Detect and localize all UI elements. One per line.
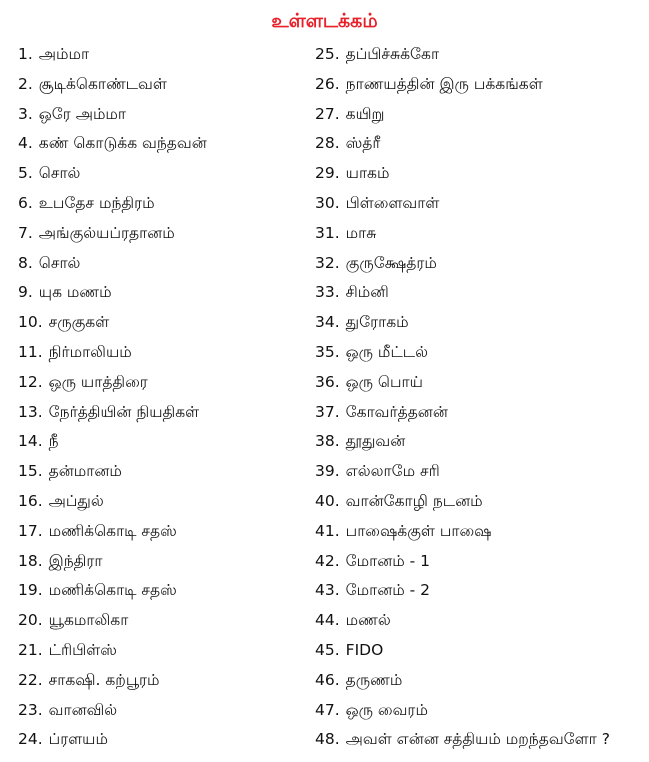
contents-entry[interactable] (315, 219, 645, 249)
entry-title: சொல் (38, 164, 81, 183)
entry-title: ஒரு மீட்டல் (345, 342, 428, 361)
entry-number: 12. (18, 372, 43, 391)
contents-entry[interactable] (315, 398, 645, 428)
entry-number: 47. (315, 700, 340, 719)
entry-number: 1. (18, 45, 33, 63)
entry-title: சாகஷி. கற்பூரம் (48, 670, 160, 689)
contents-entry[interactable] (315, 338, 645, 368)
contents-entry[interactable] (18, 129, 308, 159)
contents-entry[interactable] (315, 457, 645, 487)
entry-number: 22. (18, 670, 43, 689)
entry-title: யுக மணம் (38, 283, 112, 302)
entry-title: சொல் (38, 253, 81, 272)
contents-entry[interactable] (315, 576, 645, 606)
entry-title: ஒரு வைரம் (345, 700, 428, 719)
entry-number: 34. (315, 313, 340, 332)
entry-title: மோனம் - 2 (345, 581, 431, 600)
entry-title: தன்மானம் (48, 462, 122, 481)
entry-number: 6. (18, 193, 33, 212)
page-title: உள்ளடக்கம் (271, 10, 378, 32)
entry-number: 32. (315, 253, 340, 272)
contents-entry[interactable] (18, 547, 308, 577)
entry-title: அம்மா (38, 45, 90, 63)
contents-entry[interactable] (315, 159, 645, 189)
entry-title: சூடிக்கொண்டவள் (38, 74, 167, 93)
entry-number: 36. (315, 372, 340, 391)
contents-list-right (315, 40, 645, 755)
contents-entry[interactable] (315, 100, 645, 130)
entry-title: தப்பிச்சுக்கோ (345, 45, 440, 63)
contents-entry[interactable] (18, 368, 308, 398)
contents-entry[interactable] (18, 308, 308, 338)
entry-number: 2. (18, 74, 33, 93)
entry-title: யாகம் (345, 164, 390, 183)
contents-entry[interactable] (18, 517, 308, 547)
entry-title: மாசு (345, 223, 377, 242)
entry-number: 14. (18, 432, 43, 451)
contents-entry[interactable] (18, 338, 308, 368)
entry-title: மணிக்கொடி சதஸ் (48, 581, 177, 600)
entry-number: 26. (315, 74, 340, 93)
entry-number: 16. (18, 491, 43, 510)
entry-title: ட்ரிபிள்ஸ் (48, 640, 117, 659)
entry-title: ஒரு பொய் (345, 372, 423, 391)
entry-title: வான்கோழி நடனம் (345, 491, 483, 510)
contents-entry[interactable] (315, 427, 645, 457)
contents-entry[interactable] (18, 40, 308, 70)
entry-number: 3. (18, 104, 33, 123)
contents-entry[interactable] (18, 457, 308, 487)
contents-entry[interactable] (315, 666, 645, 696)
entry-number: 29. (315, 164, 340, 183)
entry-title: கோவர்த்தனன் (345, 402, 448, 421)
entry-number: 5. (18, 164, 33, 183)
entry-title: நீ (48, 432, 59, 451)
contents-entry[interactable] (18, 278, 308, 308)
contents-entry[interactable] (18, 219, 308, 249)
entry-number: 19. (18, 581, 43, 600)
contents-entry[interactable] (18, 696, 308, 726)
entry-title: கண் கொடுக்க வந்தவன் (38, 134, 207, 153)
contents-entry[interactable] (18, 666, 308, 696)
contents-entry[interactable] (315, 696, 645, 726)
contents-entry[interactable] (315, 129, 645, 159)
entry-title: குருக்ஷேத்ரம் (345, 253, 437, 272)
entry-number: 20. (18, 611, 43, 630)
entry-number: 42. (315, 551, 340, 570)
contents-entry[interactable] (18, 636, 308, 666)
entry-number: 7. (18, 223, 33, 242)
contents-entry[interactable] (315, 308, 645, 338)
entry-title: ஒரு யாத்திரை (48, 372, 148, 391)
entry-title: ஒரே அம்மா (38, 104, 126, 123)
entry-title: அவள் என்ன சத்தியம் மறந்தவளோ ? (345, 730, 610, 749)
entry-title: இந்திரா (48, 551, 103, 570)
entry-number: 41. (315, 521, 340, 540)
entry-title: ஸ்த்ரீ (345, 134, 381, 153)
entry-number: 25. (315, 45, 340, 63)
entry-number: 35. (315, 342, 340, 361)
entry-title: மணல் (345, 611, 391, 630)
contents-entry[interactable] (315, 40, 645, 70)
entry-number: 38. (315, 432, 340, 451)
contents-entry[interactable] (315, 606, 645, 636)
entry-number: 8. (18, 253, 33, 272)
contents-entry[interactable] (18, 249, 308, 279)
contents-entry[interactable] (315, 70, 645, 100)
entry-number: 27. (315, 104, 340, 123)
contents-entry[interactable] (315, 278, 645, 308)
entry-title: வானவில் (48, 700, 118, 719)
contents-entry[interactable] (18, 725, 308, 755)
entry-title: மோனம் - 1 (345, 551, 431, 570)
entry-title: நாணயத்தின் இரு பக்கங்கள் (345, 74, 543, 93)
contents-entry[interactable] (18, 159, 308, 189)
entry-number: 31. (315, 223, 340, 242)
entry-number: 44. (315, 611, 340, 630)
entry-title: தூதுவன் (345, 432, 406, 451)
entry-title: சிம்னி (345, 283, 389, 302)
entry-title: கயிறு (345, 104, 385, 123)
entry-number: 4. (18, 134, 33, 153)
contents-entry[interactable] (18, 606, 308, 636)
entry-number: 28. (315, 134, 340, 153)
contents-entry[interactable] (315, 547, 645, 577)
entry-number: 45. (315, 640, 340, 659)
contents-list-left (18, 40, 308, 755)
contents-entry[interactable] (18, 576, 308, 606)
contents-entry[interactable] (18, 398, 308, 428)
entry-number: 24. (18, 730, 43, 749)
entry-number: 18. (18, 551, 43, 570)
entry-number: 43. (315, 581, 340, 600)
entry-title: அப்துல் (48, 491, 104, 510)
entry-number: 37. (315, 402, 340, 421)
entry-title: உபதேச மந்திரம் (38, 193, 155, 212)
entry-title: அங்குல்யப்ரதானம் (38, 223, 175, 242)
entry-title: FIDO (345, 640, 384, 659)
entry-title: மணிக்கொடி சதஸ் (48, 521, 177, 540)
entry-number: 33. (315, 283, 340, 302)
entry-number: 46. (315, 670, 340, 689)
entry-number: 13. (18, 402, 43, 421)
contents-entry[interactable] (18, 189, 308, 219)
contents-entry[interactable] (18, 487, 308, 517)
entry-title: யூகமாலிகா (48, 611, 129, 630)
contents-entry[interactable] (315, 487, 645, 517)
entry-title: பாஷைக்குள் பாஷை (345, 521, 492, 540)
entry-title: ப்ரளயம் (48, 730, 108, 749)
contents-entry[interactable] (18, 100, 308, 130)
entry-number: 39. (315, 462, 340, 481)
contents-entry[interactable] (315, 725, 645, 755)
contents-entry[interactable] (315, 189, 645, 219)
entry-title: நிர்மாலியம் (48, 342, 132, 361)
entry-title: பிள்ளைவாள் (345, 193, 440, 212)
entry-number: 15. (18, 462, 43, 481)
contents-entry[interactable] (18, 70, 308, 100)
entry-number: 23. (18, 700, 43, 719)
entry-title: சருகுகள் (48, 313, 110, 332)
entry-title: துரோகம் (345, 313, 409, 332)
contents-entry[interactable] (315, 517, 645, 547)
entry-title: எல்லாமே சரி (345, 462, 440, 481)
contents-entry[interactable] (18, 427, 308, 457)
entry-number: 21. (18, 640, 43, 659)
entry-number: 9. (18, 283, 33, 302)
entry-number: 40. (315, 491, 340, 510)
entry-title: நேர்த்தியின் நியதிகள் (48, 402, 200, 421)
entry-number: 11. (18, 342, 43, 361)
entry-number: 17. (18, 521, 43, 540)
entry-number: 30. (315, 193, 340, 212)
contents-entry[interactable] (315, 636, 645, 666)
entry-number: 48. (315, 730, 340, 749)
contents-entry[interactable] (315, 249, 645, 279)
entry-title: தருணம் (345, 670, 403, 689)
entry-number: 10. (18, 313, 43, 332)
contents-entry[interactable] (315, 368, 645, 398)
